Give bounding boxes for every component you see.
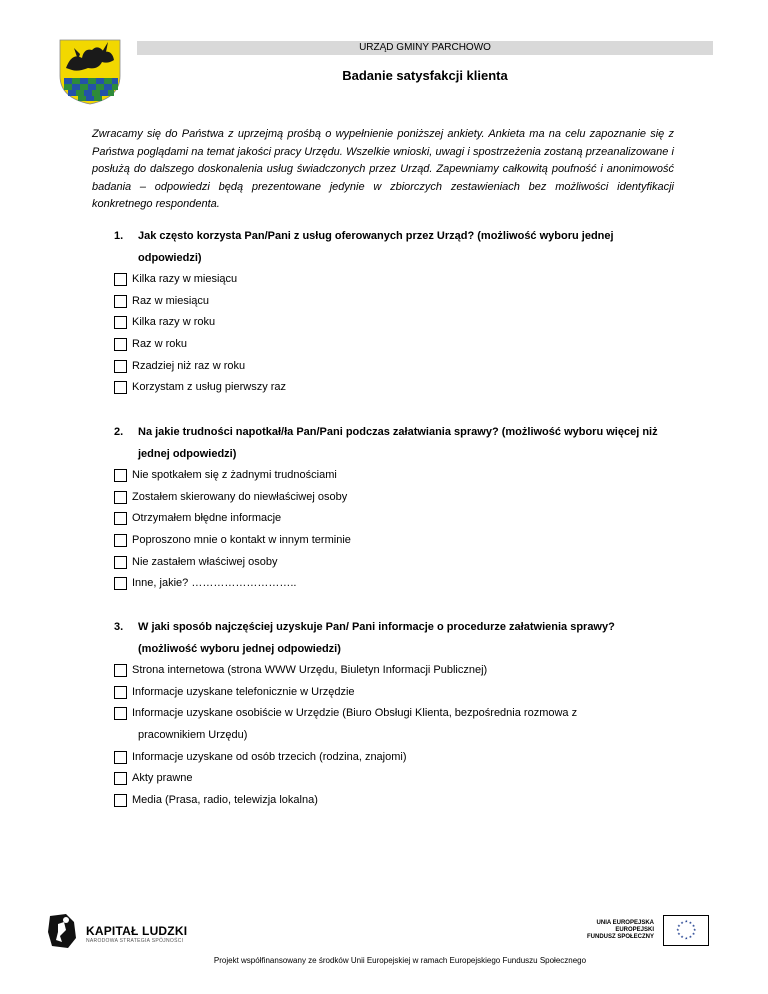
option-row[interactable] <box>92 660 692 682</box>
kapital-ludzki-mark-icon <box>46 912 80 950</box>
option-row[interactable] <box>92 573 692 595</box>
option-row[interactable] <box>92 790 692 812</box>
option-label: Zostałem skierowany do niewłaściwej osoby <box>132 490 348 503</box>
svg-text:★: ★ <box>691 923 696 928</box>
question-number: 2. <box>114 426 124 438</box>
eu-fund-label: EUROPEJSKI <box>615 927 654 933</box>
svg-text:★: ★ <box>680 920 684 925</box>
question-text: W jaki sposób najczęściej uzyskuje Pan/ Pani informacje o procedurze załatwienia sprawy? <box>138 621 615 633</box>
option-row[interactable] <box>92 312 692 334</box>
checkbox[interactable] <box>114 491 127 504</box>
option-row[interactable] <box>92 768 692 790</box>
option-label: Media (Prasa, radio, telewizja lokalna) <box>132 794 318 807</box>
option-row[interactable] <box>92 269 692 291</box>
option-label: Raz w miesiącu <box>132 294 210 307</box>
question-text: Jak często korzysta Pan/Pani z usług oferowanych przez Urząd? (możliwość wyboru jednej <box>138 230 614 242</box>
option-label: Kilka razy w miesiącu <box>132 273 238 285</box>
checkbox[interactable] <box>114 360 127 373</box>
option-row[interactable] <box>92 377 692 399</box>
eu-logo-text <box>580 920 654 941</box>
office-header: URZĄD GMINY PARCHOWO <box>137 41 713 55</box>
checkbox[interactable] <box>114 295 127 308</box>
option-label: Informacje uzyskane od osób trzecich (rodzina, znajomi) <box>132 750 407 763</box>
question-number: 1. <box>114 230 124 242</box>
checkbox[interactable] <box>114 686 127 699</box>
kapital-ludzki-subtitle: NARODOWA STRATEGIA SPÓJNOŚCI <box>86 938 184 944</box>
question-text: Na jakie trudności napotkał/ła Pan/Pani podczas załatwiania sprawy? (możliwość wyboru więcej niż <box>138 426 658 438</box>
svg-text:★: ★ <box>684 919 688 924</box>
checkbox[interactable] <box>114 512 127 525</box>
question-text-continued: jednej odpowiedzi) <box>138 448 237 460</box>
svg-text:★: ★ <box>677 923 681 928</box>
option-label: Nie spotkałem się z żadnymi trudnościami <box>132 469 337 481</box>
option-label: Nie zastałem właściwej osoby <box>132 555 278 568</box>
checkbox[interactable] <box>114 772 127 785</box>
checkbox[interactable] <box>114 664 127 677</box>
svg-text:★: ★ <box>693 927 697 932</box>
svg-text:★: ★ <box>680 935 684 940</box>
option-label: Raz w roku <box>132 338 188 351</box>
svg-text:★: ★ <box>688 935 693 940</box>
eu-flag-icon <box>663 915 709 946</box>
option-label: Rzadziej niż raz w roku <box>132 359 246 372</box>
eu-label: UNIA EUROPEJSKA <box>596 920 654 926</box>
option-row[interactable] <box>92 334 692 356</box>
option-row[interactable] <box>92 552 692 574</box>
checkbox[interactable] <box>114 316 127 329</box>
option-label: Akty prawne <box>132 772 193 785</box>
intro-paragraph: Zwracamy się do Państwa z uprzejmą prośbą o wypełnienie poniższej ankiety. Ankieta ma na celu zapoznanie się z Państwa poglądami na temat jakości pracy Urzędu. Wszelkie wnioski, uwagi i spostrzeżenia zostaną przeanalizowane i posłużą do dalszego doskonalenia usług świadczonych przez Urząd. Zapewniamy całkowitą poufność i anonimowość badania – odpowiedzi będą prezentowane jedynie w zbiorczych zestawieniach bez możliwości identyfikacji konkretnego respondenta. <box>92 128 674 210</box>
question-2 <box>92 421 692 595</box>
option-label: Kilka razy w roku <box>132 316 216 329</box>
option-label: Strona internetowa (strona WWW Urzędu, Biuletyn Informacji Publicznej) <box>132 664 488 676</box>
svg-text:★: ★ <box>688 920 693 925</box>
checkbox[interactable] <box>114 707 127 720</box>
option-row[interactable] <box>92 508 692 530</box>
option-row[interactable] <box>92 703 692 725</box>
checkbox[interactable] <box>114 577 127 590</box>
option-label: Informacje uzyskane telefonicznie w Urzędzie <box>132 685 355 698</box>
checkbox[interactable] <box>114 338 127 351</box>
svg-text:★: ★ <box>676 927 680 932</box>
checkbox[interactable] <box>114 273 127 286</box>
option-row[interactable] <box>92 487 692 509</box>
kapital-ludzki-logo <box>46 912 216 952</box>
option-row[interactable] <box>92 682 692 704</box>
option-row[interactable] <box>92 465 692 487</box>
checkbox[interactable] <box>114 794 127 807</box>
option-label: Inne, jakie? ……………………….. <box>132 577 297 590</box>
option-continuation <box>92 725 692 747</box>
option-label: Informacje uzyskane osobiście w Urzędzie (Biuro Obsługi Klienta, bezpośrednia rozmowa z <box>132 707 578 720</box>
coat-of-arms-logo <box>58 38 122 106</box>
option-row[interactable] <box>92 356 692 378</box>
question-3 <box>92 616 692 812</box>
svg-text:★: ★ <box>677 932 681 937</box>
question-text-continued: (możliwość wyboru jednej odpowiedzi) <box>138 643 341 655</box>
footer-note: Projekt współfinansowany ze środków Unii Europejskiej w ramach Europejskiego Funduszu Społecznego <box>213 956 587 965</box>
svg-text:★: ★ <box>691 932 696 937</box>
checkbox[interactable] <box>114 381 127 394</box>
checkbox[interactable] <box>114 556 127 569</box>
option-row[interactable] <box>92 530 692 552</box>
question-1 <box>92 225 692 399</box>
option-label: Poproszono mnie o kontakt w innym terminie <box>132 534 351 547</box>
question-text-continued: odpowiedzi) <box>138 252 202 264</box>
kapital-ludzki-title: KAPITAŁ LUDZKI <box>86 924 188 938</box>
checkbox[interactable] <box>114 534 127 547</box>
checkbox[interactable] <box>114 469 127 482</box>
option-label: Otrzymałem błędne informacje <box>132 512 282 525</box>
option-label: Korzystam z usług pierwszy raz <box>132 381 287 394</box>
option-row[interactable] <box>92 291 692 313</box>
option-row[interactable] <box>92 747 692 769</box>
option-label-continued: pracownikiem Urzędu) <box>138 729 248 742</box>
eu-fund-label-2: FUNDUSZ SPOŁECZNY <box>586 934 654 940</box>
svg-text:★: ★ <box>684 936 688 941</box>
survey-title: Badanie satysfakcji klienta <box>342 68 508 83</box>
question-number: 3. <box>114 621 124 633</box>
checkbox[interactable] <box>114 751 127 764</box>
